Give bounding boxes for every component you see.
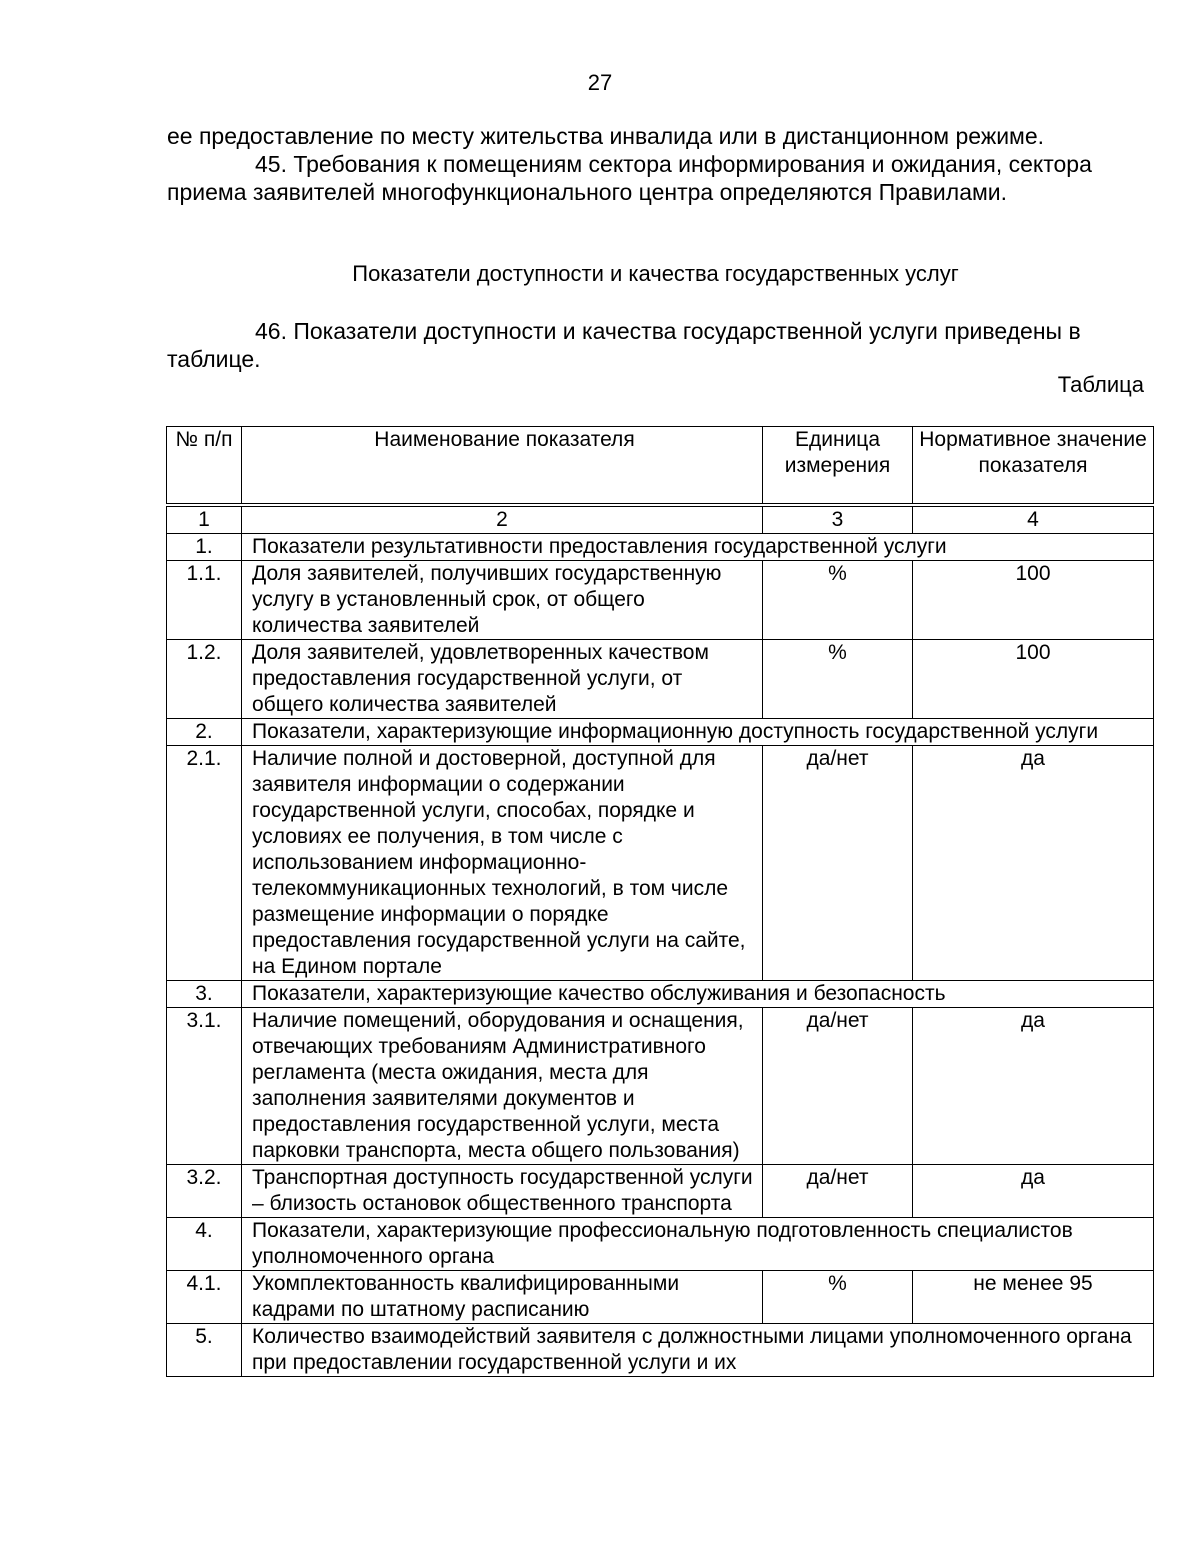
row-num: 3. [167,981,242,1008]
indicator-name: Укомплектованность квалифицированными кадрами по штатному расписанию [242,1271,763,1324]
section-title: Показатели, характеризующие профессиональную подготовленность специалистов уполномоченного органа [242,1218,1154,1271]
header-name: Наименование показателя [242,427,763,504]
indicator-unit: да/нет [763,1165,913,1218]
indicator-name: Наличие полной и достоверной, доступной для заявителя информации о содержании государственной услуги, способах, порядке и условиях ее получения, в том числе с использованием информационно-телекоммуникационных технологий, в том числе размещение информации о порядке предоставления государственной услуги на сайте, на Едином портале [242,746,763,981]
indicator-name: Доля заявителей, получивших государственную услугу в установленный срок, от общего количества заявителей [242,561,763,640]
row-num: 1.1. [167,561,242,640]
row-num: 3.2. [167,1165,242,1218]
indicator-unit: % [763,1271,913,1324]
row-num: 5. [167,1324,242,1377]
indicator-unit: % [763,561,913,640]
section-title: Показатели, характеризующие информационную доступность государственной услуги [242,719,1154,746]
section-title: Количество взаимодействий заявителя с должностными лицами уполномоченного органа при предоставлении государственной услуги и их [242,1324,1154,1377]
column-number: 1 [167,507,242,534]
table-row [167,1008,1154,1165]
intro-text [167,122,1144,206]
row-num: 3.1. [167,1008,242,1165]
indicator-norm: не менее 95 [913,1271,1154,1324]
indicator-name: Наличие помещений, оборудования и оснащения, отвечающих требованиям Административного регламента (места ожидания, места для заполнения заявителями документов и предоставления государственной услуги, места парковки транспорта, места общего пользования) [242,1008,763,1165]
indicator-unit: да/нет [763,746,913,981]
paragraph-46: 46. Показатели доступности и качества государственной услуги приведены в таблице. [167,318,1081,372]
table-row [167,1165,1154,1218]
indicator-norm: да [913,1008,1154,1165]
row-num: 2. [167,719,242,746]
table-row [167,746,1154,981]
row-num: 1.2. [167,640,242,719]
table-row [167,561,1154,640]
row-num: 2.1. [167,746,242,981]
indicators-table [166,426,1154,1377]
indicator-norm: да [913,746,1154,981]
indicator-norm: 100 [913,561,1154,640]
table-header-row [167,427,1154,504]
table-row [167,1271,1154,1324]
indicator-norm: да [913,1165,1154,1218]
table-row-section [167,1324,1154,1377]
indicator-unit: % [763,640,913,719]
table-row-section [167,981,1154,1008]
paragraph-45: 45. Требования к помещениям сектора информирования и ожидания, сектора приема заявителей многофункционального центра определяются Правилами. [167,151,1092,205]
column-number-row [167,507,1154,534]
header-num: № п/п [167,427,242,504]
indicator-norm: 100 [913,640,1154,719]
section-title: Показатели, характеризующие качество обслуживания и безопасность [242,981,1154,1008]
section-heading: Показатели доступности и качества государственных услуг [352,261,959,286]
row-num: 4.1. [167,1271,242,1324]
section-title: Показатели результативности предоставления государственной услуги [242,534,1154,561]
table-caption: Таблица [1057,372,1144,397]
table-row-section [167,1218,1154,1271]
table-row-section [167,719,1154,746]
column-number: 4 [913,507,1154,534]
table-row-section [167,534,1154,561]
page-number: 27 [587,70,613,95]
indicator-name: Доля заявителей, удовлетворенных качеством предоставления государственной услуги, от общего количества заявителей [242,640,763,719]
indicator-name: Транспортная доступность государственной услуги – близость остановок общественного транспорта [242,1165,763,1218]
indicator-unit: да/нет [763,1008,913,1165]
header-unit: Единица измерения [763,427,913,504]
paragraph-46-block [167,317,1144,373]
column-number: 2 [242,507,763,534]
table-row [167,640,1154,719]
header-norm: Нормативное значение показателя [913,427,1154,504]
row-num: 1. [167,534,242,561]
row-num: 4. [167,1218,242,1271]
column-number: 3 [763,507,913,534]
paragraph-continuation: ее предоставление по месту жительства инвалида или в дистанционном режиме. [167,123,1045,149]
